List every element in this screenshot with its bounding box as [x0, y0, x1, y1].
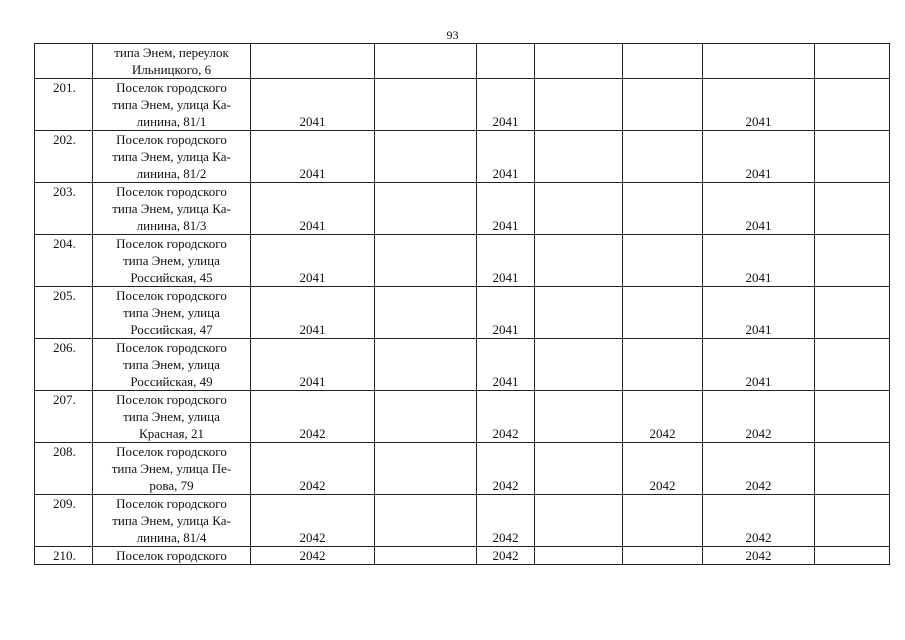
- year-cell: [535, 443, 623, 495]
- table-row: [35, 79, 890, 131]
- year-cell: [375, 287, 477, 339]
- address-cell: [93, 495, 251, 547]
- year-cell: [815, 79, 890, 131]
- row-number: 209.: [35, 495, 93, 547]
- table-row: [35, 391, 890, 443]
- year-cell: [375, 235, 477, 287]
- year-cell: 2042: [703, 547, 815, 565]
- year-cell: 2041: [477, 287, 535, 339]
- address-line: рова, 79: [149, 478, 194, 493]
- year-cell: 2042: [477, 547, 535, 565]
- year-cell: [623, 131, 703, 183]
- address-line: Поселок городского: [116, 548, 227, 563]
- year-cell: [251, 44, 375, 79]
- year-cell: 2042: [477, 391, 535, 443]
- address-line: Поселок городского: [116, 184, 227, 199]
- address-line: Российская, 45: [130, 270, 213, 285]
- year-cell: 2041: [477, 235, 535, 287]
- year-cell: [375, 547, 477, 565]
- table-row: [35, 443, 890, 495]
- address-cell: [93, 44, 251, 79]
- table-row: [35, 339, 890, 391]
- year-cell: [535, 183, 623, 235]
- address-cell: [93, 443, 251, 495]
- table-row: [35, 131, 890, 183]
- year-cell: 2041: [251, 235, 375, 287]
- address-cell: [93, 287, 251, 339]
- year-cell: [815, 44, 890, 79]
- year-cell: [815, 235, 890, 287]
- table-row: [35, 44, 890, 79]
- year-cell: [535, 547, 623, 565]
- row-number: 201.: [35, 79, 93, 131]
- year-cell: [815, 443, 890, 495]
- address-line: Ильницкого, 6: [131, 62, 212, 77]
- year-cell: [815, 495, 890, 547]
- table-row: [35, 287, 890, 339]
- address-line: Поселок городского: [116, 392, 227, 407]
- year-cell: [623, 287, 703, 339]
- row-number: 202.: [35, 131, 93, 183]
- page-number: 93: [446, 28, 459, 42]
- year-cell: [375, 443, 477, 495]
- year-cell: 2041: [703, 79, 815, 131]
- address-line: Поселок городского: [116, 444, 227, 459]
- year-cell: 2041: [251, 339, 375, 391]
- year-cell: [375, 44, 477, 79]
- year-cell: 2041: [703, 287, 815, 339]
- year-cell: 2041: [251, 183, 375, 235]
- year-cell: 2041: [477, 79, 535, 131]
- year-cell: [375, 183, 477, 235]
- address-line: типа Энем, улица Ка-: [112, 97, 231, 112]
- year-cell: [535, 339, 623, 391]
- year-cell: 2041: [477, 339, 535, 391]
- year-cell: [535, 495, 623, 547]
- address-line: линина, 81/2: [136, 166, 207, 181]
- address-line: Российская, 47: [130, 322, 213, 337]
- year-cell: [815, 131, 890, 183]
- year-cell: 2042: [703, 391, 815, 443]
- year-cell: 2042: [477, 495, 535, 547]
- address-line: типа Энем, улица Ка-: [112, 513, 231, 528]
- year-cell: [623, 79, 703, 131]
- year-cell: [623, 339, 703, 391]
- year-cell: 2041: [703, 183, 815, 235]
- address-line: Поселок городского: [116, 132, 227, 147]
- year-cell: [375, 339, 477, 391]
- row-number: 208.: [35, 443, 93, 495]
- address-line: типа Энем, улица: [123, 305, 220, 320]
- year-cell: 2042: [623, 443, 703, 495]
- address-cell: [93, 235, 251, 287]
- row-number: 205.: [35, 287, 93, 339]
- address-line: типа Энем, улица: [123, 253, 220, 268]
- year-cell: [535, 287, 623, 339]
- address-cell: [93, 391, 251, 443]
- address-line: линина, 81/4: [136, 530, 207, 545]
- address-cell: [93, 131, 251, 183]
- year-cell: [375, 495, 477, 547]
- address-line: типа Энем, улица Ка-: [112, 201, 231, 216]
- year-cell: [535, 391, 623, 443]
- address-line: типа Энем, переулок: [114, 45, 229, 60]
- year-cell: [623, 183, 703, 235]
- row-number: 206.: [35, 339, 93, 391]
- schedule-table: [34, 43, 890, 565]
- year-cell: 2042: [251, 391, 375, 443]
- year-cell: 2042: [703, 443, 815, 495]
- year-cell: 2042: [477, 443, 535, 495]
- address-line: Поселок городского: [116, 340, 227, 355]
- address-line: линина, 81/1: [136, 114, 207, 129]
- address-line: типа Энем, улица: [123, 409, 220, 424]
- year-cell: [815, 391, 890, 443]
- year-cell: 2041: [477, 131, 535, 183]
- year-cell: [535, 235, 623, 287]
- address-cell: [93, 547, 251, 565]
- year-cell: [703, 44, 815, 79]
- address-line: типа Энем, улица Пе-: [111, 461, 232, 476]
- year-cell: 2042: [251, 443, 375, 495]
- year-cell: 2042: [623, 391, 703, 443]
- year-cell: [623, 44, 703, 79]
- address-line: типа Энем, улица: [123, 357, 220, 372]
- table-row: [35, 495, 890, 547]
- year-cell: [815, 183, 890, 235]
- year-cell: [815, 287, 890, 339]
- address-line: Поселок городского: [116, 80, 227, 95]
- year-cell: [375, 391, 477, 443]
- address-line: Поселок городского: [116, 236, 227, 251]
- address-line: Поселок городского: [116, 288, 227, 303]
- year-cell: [535, 44, 623, 79]
- row-number: 210.: [35, 547, 93, 565]
- year-cell: 2041: [251, 131, 375, 183]
- year-cell: 2042: [703, 495, 815, 547]
- address-line: Поселок городского: [116, 496, 227, 511]
- year-cell: [623, 547, 703, 565]
- year-cell: [623, 235, 703, 287]
- year-cell: 2042: [251, 547, 375, 565]
- year-cell: 2041: [703, 131, 815, 183]
- table-row: [35, 235, 890, 287]
- address-line: типа Энем, улица Ка-: [112, 149, 231, 164]
- year-cell: [477, 44, 535, 79]
- year-cell: 2041: [251, 79, 375, 131]
- year-cell: [535, 131, 623, 183]
- year-cell: 2041: [251, 287, 375, 339]
- address-cell: [93, 339, 251, 391]
- year-cell: 2041: [703, 339, 815, 391]
- row-number: 204.: [35, 235, 93, 287]
- row-number: [35, 44, 93, 79]
- year-cell: [623, 495, 703, 547]
- address-line: Красная, 21: [139, 426, 204, 441]
- address-line: линина, 81/3: [136, 218, 207, 233]
- year-cell: 2041: [703, 235, 815, 287]
- address-cell: [93, 79, 251, 131]
- year-cell: [375, 79, 477, 131]
- year-cell: [815, 547, 890, 565]
- row-number: 203.: [35, 183, 93, 235]
- address-cell: [93, 183, 251, 235]
- year-cell: 2041: [477, 183, 535, 235]
- table-row: [35, 183, 890, 235]
- table-row: [35, 547, 890, 565]
- year-cell: [535, 79, 623, 131]
- row-number: 207.: [35, 391, 93, 443]
- year-cell: [815, 339, 890, 391]
- year-cell: 2042: [251, 495, 375, 547]
- address-line: Российская, 49: [130, 374, 213, 389]
- year-cell: [375, 131, 477, 183]
